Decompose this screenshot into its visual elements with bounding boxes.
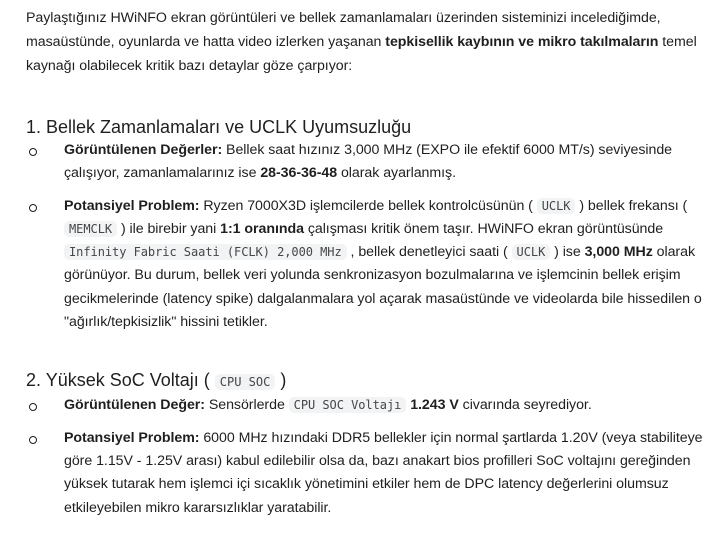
- section-2-list: [26, 394, 706, 519]
- ratio-value: 1:1 oranında: [220, 220, 304, 237]
- section-2-heading: [26, 368, 706, 394]
- response-document: [26, 6, 706, 520]
- bullet-circle-icon: [29, 148, 37, 156]
- item-text: civarında seyrediyor.: [458, 397, 592, 414]
- list-item: [26, 394, 706, 417]
- list-item: [26, 139, 706, 186]
- item-text: ) ise: [550, 244, 585, 261]
- voltage-value: 1.243 V: [410, 397, 459, 414]
- heading-text: ): [275, 370, 287, 391]
- item-text: Ryzen 7000X3D işlemcilerde bellek kontrolcüsünün (: [199, 197, 537, 214]
- item-text: çalışması kritik önem taşır. HWiNFO ekran görüntüsünde: [303, 220, 664, 237]
- item-text: 6000 MHz hızındaki DDR5 bellekler için normal şartlarda 1.20V (veya stabiliteye göre 1.15V - 1.25V arası) kabul edilebilir olsa da, bazı anakart bios profilleri SoC voltajını gereğinden yüksek tutarak hem işlemci içi sıcaklık yönetimini etkiler hem de DPC latency değerlerini olumsuz etkileyebilen mikro kararsızlıklar yaratabilir.: [64, 429, 703, 516]
- inline-code: MEMCLK: [64, 221, 117, 237]
- inline-code: CPU SOC Voltajı: [289, 397, 407, 413]
- inline-code: Infinity Fabric Saati (FCLK) 2,000 MHz: [64, 244, 347, 260]
- bullet-circle-icon: [29, 403, 37, 411]
- item-text: olarak görünüyor. Bu durum, bellek veri yolunda senkronizasyon bozulmalarına ve işlemcinin bellek erişim gecikmelerinde (latency spike) dalgalanmalara yol açarak masaüstünde ve videolarda bile hissedilen o "ağırlık/tepkisizlik" hissini tetikler.: [64, 244, 702, 331]
- uclk-value: 3,000 MHz: [584, 244, 653, 261]
- item-text: Bellek saat hızınız 3,000 MHz (EXPO ile efektif 6000 MT/s) seviyesinde çalışıyor, zamanlamalarınız ise: [64, 142, 672, 182]
- timings-value: 28-36-36-48: [260, 165, 338, 182]
- inline-code: CPU SOC: [215, 374, 276, 390]
- section-1-list: [26, 139, 706, 334]
- intro-bold-text: tepkisellik kaybının ve mikro takılmaların: [385, 34, 659, 50]
- item-text: ) bellek frekansı (: [575, 197, 688, 214]
- item-label: Potansiyel Problem:: [64, 429, 200, 446]
- bullet-circle-icon: [29, 436, 37, 444]
- intro-paragraph: [26, 6, 706, 78]
- item-text: Sensörlerde: [204, 397, 289, 414]
- heading-text: 2. Yüksek SoC Voltajı (: [26, 370, 215, 391]
- inline-code: UCLK: [512, 244, 551, 260]
- intro-text-end: temel kaynağı olabilecek kritik bazı detaylar göze çarpıyor:: [26, 34, 697, 74]
- inline-code: UCLK: [537, 198, 576, 214]
- intro-text: Paylaştığınız HWiNFO ekran görüntüleri ve bellek zamanlamaları üzerinden sisteminizi incelediğimde, masaüstünde, oyunlarda ve hatta video izlerken yaşanan: [26, 10, 661, 50]
- item-label: Görüntülenen Değer:: [64, 397, 205, 414]
- item-label: Görüntülenen Değerler:: [64, 142, 223, 158]
- item-text: , bellek denetleyici saati (: [346, 244, 512, 261]
- list-item: [26, 427, 706, 520]
- section-1-heading: 1. Bellek Zamanlamaları ve UCLK Uyumsuzluğu: [26, 117, 412, 137]
- item-text: olarak ayarlanmış.: [337, 165, 456, 182]
- bullet-circle-icon: [29, 204, 37, 212]
- item-text: ) ile birebir yani: [117, 220, 221, 237]
- list-item: [26, 195, 706, 335]
- item-label: Potansiyel Problem:: [64, 197, 200, 214]
